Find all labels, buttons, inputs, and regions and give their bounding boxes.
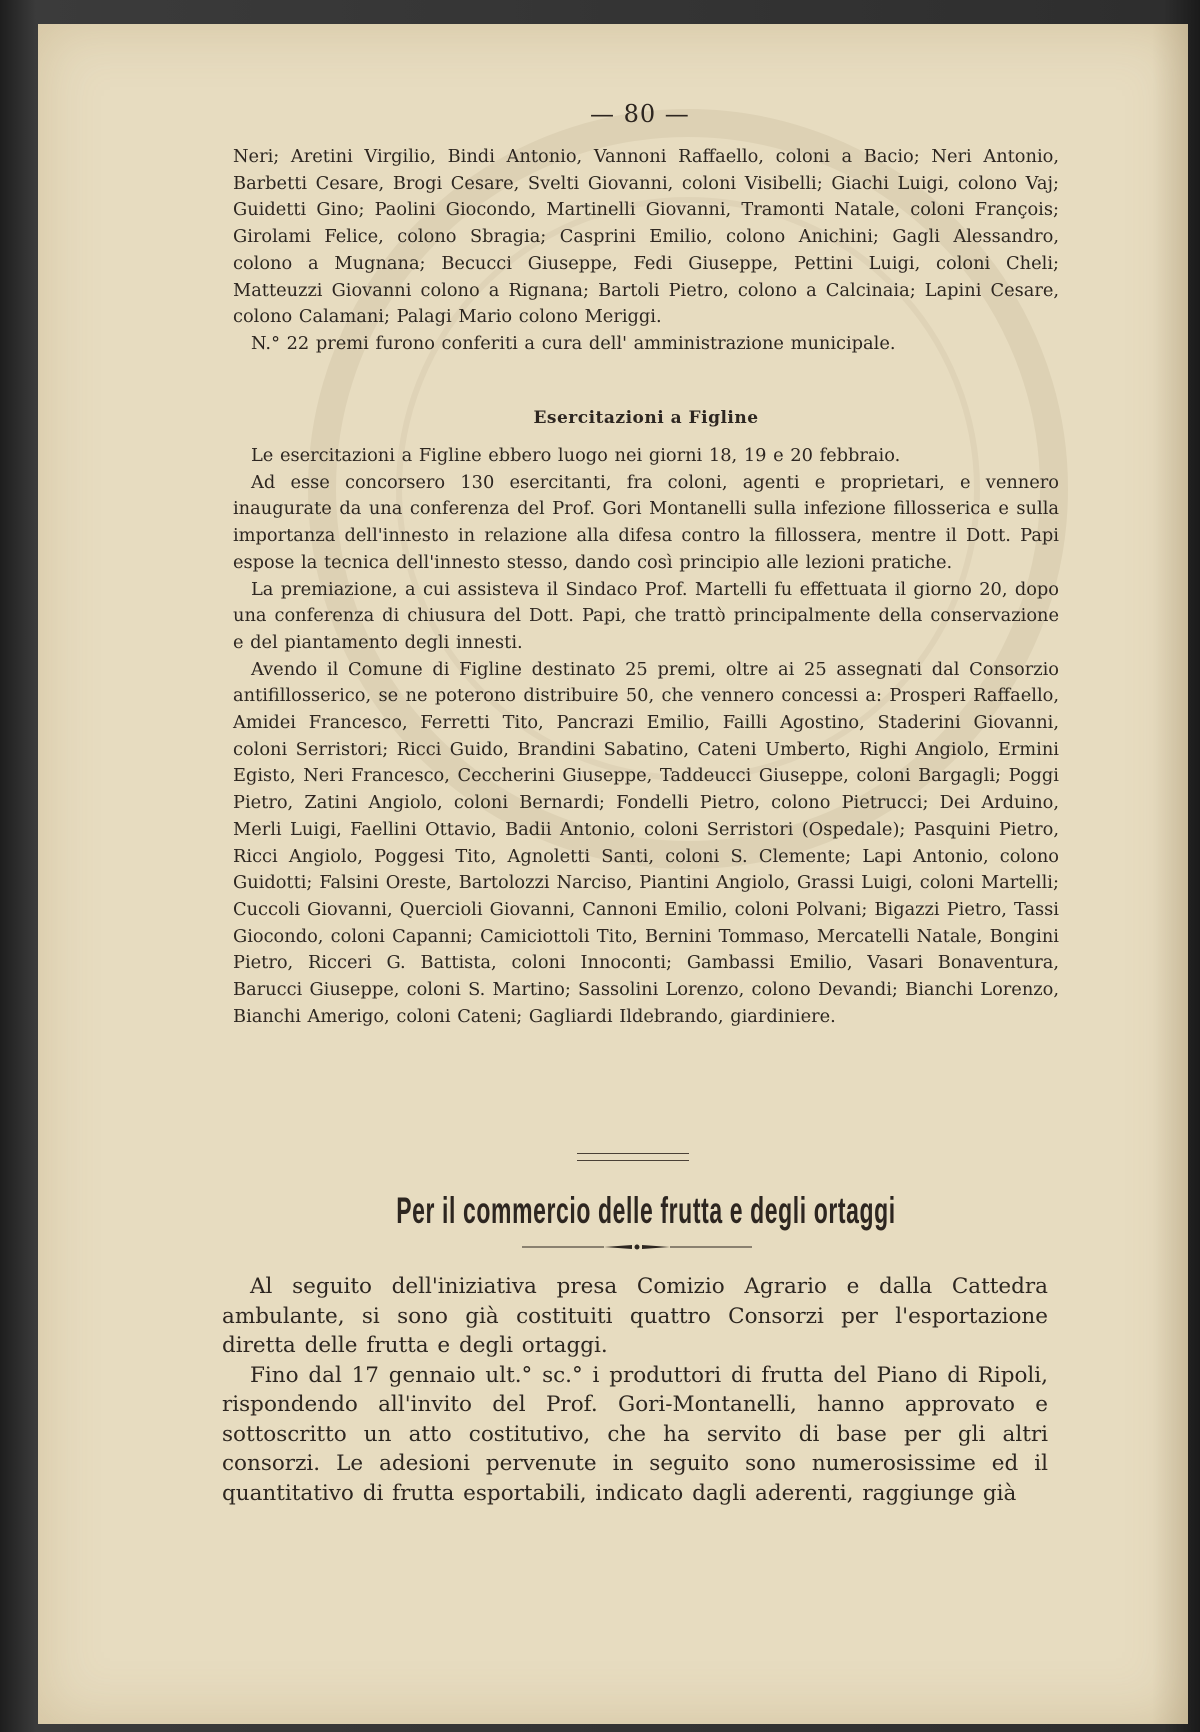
figline-paragraph-3: La premiazione, a cui assisteva il Sindaco Prof. Martelli fu effettuata il giorno 20, dopo una conferenza di chiusura del Dott. Papi, che trattò principalmente della conservazione e del piantamento degli innesti. bbox=[233, 578, 1059, 653]
figline-paragraph-4: Avendo il Comune di Figline destinato 25 premi, oltre ai 25 assegnati dal Consorzio antifillosserico, se ne poterono distribuire 50, che vennero concessi a: Prosperi Raffaello, Amidei Francesco, Ferretti Tito, Pancrazi Emilio, Failli Agostino, Staderini Giovanni, coloni Serristori; Ricci Guido, Brandini Sabatino, Cateni Umberto, Righi Angiolo, Ermini Egisto, Neri Francesco, Ceccherini Giuseppe, Taddeucci Giuseppe, coloni Bargagli; Poggi Pietro, Zatini Angiolo, coloni Bernardi; Fondelli Pietro, colono Pietrucci; Dei Arduino, Merli Luigi, Faellini Ottavio, Badii Antonio, coloni Serristori (Ospedale); Pasquini Pietro, Ricci Angiolo, Poggesi Tito, Agnoletti Santi, coloni S. Clemente; Lapi Antonio, colono Guidotti; Falsini Oreste, Bartolozzi Narciso, Piantini Angiolo, Grassi Luigi, coloni Martelli; Cuccoli Giovanni, Quercioli Giovanni, Cannoni Emilio, coloni Polvani; Bigazzi Pietro, Tassi Giocondo, coloni Capanni; Camiciottoli Tito, Bernini Tommaso, Mercatelli Natale, Bongini Pietro, Ricceri G. Battista, coloni Innoconti; Gambassi Emilio, Vasari Bonaventura, Barucci Giuseppe, coloni S. Martino; Sassolini Lorenzo, colono Devandi; Bianchi Lorenzo, Bianchi Amerigo, coloni Cateni; Gagliardi Ildebrando, giardiniere. bbox=[233, 658, 1059, 1027]
commercio-paragraph-1: Al seguito dell'iniziativa presa Comizio Agrario e dalla Cattedra ambulante, si sono già costituiti quattro Consorzi per l'esportazione diretta delle frutta e degli ortaggi. bbox=[222, 1274, 1048, 1358]
figline-paragraph-2: Ad esse concorsero 130 esercitanti, fra coloni, agenti e proprietari, e vennero inaugurate da una conferenza del Prof. Gori Montanelli sulla infezione fillosserica e sulla importanza dell'innesto in relazione alla difesa contro la fillossera, mentre il Dott. Papi espose la tecnica dell'innesto stesso, dando così principio alle lezioni pratiche. bbox=[233, 471, 1059, 573]
prize-list-paragraph: Neri; Aretini Virgilio, Bindi Antonio, Vannoni Raffaello, coloni a Bacio; Neri Antonio, Barbetti Cesare, Brogi Cesare, Svelti Giovanni, coloni Visibelli; Giachi Luigi, colono Vaj; Guidetti Gino; Paolini Giocondo, Martinelli Giovanni, Tramonti Natale, coloni François; Girolami Felice, colono Sbragia; Casprini Emilio, colono Anichini; Gagli Alessandro, colono a Mugnana; Becucci Giuseppe, Fedi Giuseppe, Pettini Luigi, coloni Cheli; Matteuzzi Giovanni colono a Rignana; Bartoli Pietro, colono a Calcinaia; Lapini Cesare, colono Calamani; Palagi Mario colono Meriggi. bbox=[233, 146, 1059, 328]
municipal-prizes-paragraph: N.° 22 premi furono conferiti a cura dell' amministrazione municipale. bbox=[251, 332, 896, 354]
section-divider-rule bbox=[577, 1153, 689, 1161]
section-heading-figline: Esercitazioni a Figline bbox=[533, 408, 759, 428]
figline-section bbox=[233, 443, 1059, 1030]
figline-paragraph-1: Le esercitazioni a Figline ebbero luogo nei giorni 18, 19 e 20 febbraio. bbox=[251, 445, 901, 466]
commercio-paragraph-2: Fino dal 17 gennaio ult.° sc.° i produttori di frutta del Piano di Ripoli, rispondendo all'invito del Prof. Gori-Montanelli, hanno approvato e sottoscritto un atto costitutivo, che ha servito di base per gli altri consorzi. Le adesioni pervenute in seguito sono numerosissime ed il quantitativo di frutta esportabili, indicato dagli aderenti, raggiunge già bbox=[222, 1362, 1048, 1506]
prize-list-continued bbox=[233, 144, 1059, 358]
page-edge-shadow bbox=[1152, 24, 1188, 1724]
article-title: Per il commercio delle frutta e degli ortaggi bbox=[396, 1190, 896, 1231]
page-number: — 80 — bbox=[590, 100, 690, 128]
title-ornament-rule bbox=[522, 1240, 752, 1254]
commercio-section bbox=[222, 1272, 1048, 1508]
